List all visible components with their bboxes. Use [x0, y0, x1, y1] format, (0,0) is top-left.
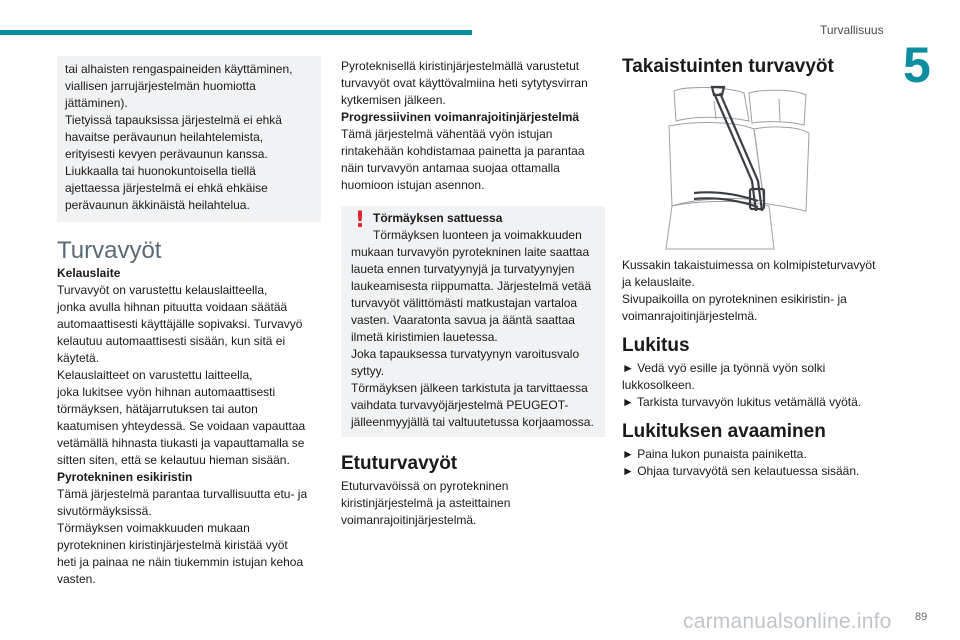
text-line: Turvavyöt on varustettu kelauslaitteella, [57, 283, 268, 297]
text-line: näin turvavyön antamaa suojaa ottamalla [341, 161, 560, 175]
text-line: Tämä järjestelmä parantaa turvallisuutta etu- ja [57, 487, 308, 501]
warning-exclamation-icon: ! [355, 208, 366, 233]
column-3 [622, 58, 902, 480]
warning-line: turvavyöt välittömästi matkustajan vartaloa [351, 296, 578, 310]
subheading-voimanrajoitin: Progressiivinen voimanrajoitinjärjestelmä [341, 110, 580, 124]
bullet-line: lukkosolkeen. [622, 378, 695, 392]
text-line: sitten siten, että se kelautuu hieman sisään. [57, 453, 290, 467]
header-accent-bar [0, 30, 472, 35]
column-2 [341, 58, 605, 529]
text-line: pyrotekninen kiristinjärjestelmä kiristää vyöt [57, 538, 288, 552]
text-line: kaatumisen yhteydessä. Se voidaan vapauttaa [57, 419, 306, 433]
warning-title: Törmäyksen sattuessa [373, 211, 503, 225]
warning-line: laueta ennen turvatyynyjä ja turvatyynyjen [351, 262, 575, 276]
text-line: vetämällä hihnasta tiukasti ja vapauttamalla se [57, 436, 305, 450]
warning-line: mukaan turvavyön pyrotekninen laite saattaa [351, 245, 590, 259]
bullet-line: ► Vedä vyö esille ja työnnä vyön solki [622, 361, 826, 375]
warning-line: Törmäyksen luonteen ja voimakkuuden [373, 228, 582, 242]
column-1 [57, 56, 321, 588]
rear-seatbelt-illustration [654, 81, 814, 251]
text-line: vasten. [57, 572, 96, 586]
text-line: käytetä. [57, 351, 100, 365]
text-line: Pyroteknisellä kiristinjärjestelmällä varustetut [341, 59, 580, 73]
text-line: joka lukitsee vyön hihnan automaattisesti [57, 385, 276, 399]
text-line: törmäyksen, hätäjarrutuksen tai auton [57, 402, 258, 416]
text-line: ja kelauslaite. [622, 275, 695, 289]
heading-takaistuinten: Takaistuinten turvavyöt [622, 56, 834, 77]
section-title: Turvallisuus [820, 23, 884, 37]
text-line: huomioon istujan asennon. [341, 178, 485, 192]
box-line: jättäminen). [65, 96, 128, 110]
warning-line: Joka tapauksessa turvatyynyn varoitusvalo [351, 347, 580, 361]
heading-lukitus: Lukitus [622, 335, 690, 356]
info-box [57, 56, 321, 222]
subheading-kelauslaite: Kelauslaite [57, 266, 121, 280]
text-line: rintakehään kohdistamaa painetta ja parantaa [341, 144, 585, 158]
bullet-line: ► Ohjaa turvavyötä sen kelautuessa sisään. [622, 464, 860, 478]
warning-line: ilmetä kiristimien lauetessa. [351, 330, 498, 344]
warning-box [341, 206, 605, 437]
bullet-line: ► Tarkista turvavyön lukitus vetämällä vyötä. [622, 395, 862, 409]
box-line: havaitse perävaunun heilahtelemista, [65, 130, 264, 144]
text-line: Kussakin takaistuimessa on kolmipisteturvavyöt [622, 258, 876, 272]
text-line: voimanrajoitinjärjestelmä. [622, 309, 758, 323]
text-line: heti ja painaa ne näin tiukemmin istujan kehoa [57, 555, 304, 569]
text-line: voimanrajoitinjärjestelmä. [341, 513, 477, 527]
box-line: viallisen jarrujärjestelmän huomiotta [65, 79, 256, 93]
text-line: Kelauslaitteet on varustettu laitteella, [57, 368, 253, 382]
warning-line: Törmäyksen jälkeen tarkistuta ja tarvittaessa [351, 381, 588, 395]
warning-line: laukeamisesta riippumatta. Järjestelmä vetää [351, 279, 592, 293]
text-line: automaattisesti käyttäjälle sopivaksi. Turvavyö [57, 317, 303, 331]
text-line: Sivupaikoilla on pyrotekninen esikiristin- ja [622, 292, 847, 306]
text-line: sivutörmäyksissä. [57, 504, 152, 518]
heading-turvavyot: Turvavyöt [57, 237, 162, 264]
watermark-text: carmanualsonline.info [683, 610, 892, 633]
chapter-number: 5 [903, 37, 931, 93]
heading-lukituksen-avaaminen: Lukituksen avaaminen [622, 421, 826, 442]
warning-line: vasten. Vaaratonta savua ja ääntä saattaa [351, 313, 575, 327]
text-line: Tämä järjestelmä vähentää vyön istujan [341, 127, 553, 141]
text-line: Törmäyksen voimakkuuden mukaan [57, 521, 250, 535]
box-line: Tietyissä tapauksissa järjestelmä ei ehkä [65, 113, 282, 127]
bullet-line: ► Paina lukon punaista painiketta. [622, 447, 807, 461]
text-line: Etuturvavöissä on pyrotekninen [341, 479, 509, 493]
box-line: ajettaessa järjestelmä ei ehkä ehkäise [65, 181, 268, 195]
text-line: kelautuu automaattisesti sisään, kun sitä ei [57, 334, 286, 348]
box-line: perävaunun äkkinäistä heilahtelua. [65, 198, 250, 212]
text-line: kiristinjärjestelmä ja asteittainen [341, 496, 511, 510]
heading-etuturvavyot: Etuturvavyöt [341, 453, 458, 474]
page-number: 89 [915, 611, 928, 623]
box-line: tai alhaisten rengaspaineiden käyttäminen, [65, 62, 293, 76]
box-line: erityisesti kevyen perävaunun kanssa. [65, 147, 268, 161]
text-line: jonka avulla hihnan pituutta voidaan säätää [57, 300, 288, 314]
subheading-esikiristin: Pyrotekninen esikiristin [57, 470, 193, 484]
warning-line: jälleenmyyjällä tai valtuutetussa korjaamossa. [351, 415, 594, 429]
box-line: Liukkaalla tai huonokuntoisella tiellä [65, 164, 256, 178]
warning-line: syttyy. [351, 364, 385, 378]
text-line: turvavyöt ovat käyttövalmiina heti sytytysvirran [341, 76, 588, 90]
warning-line: vaihdata turvavyöjärjestelmä PEUGEOT- [351, 398, 569, 412]
text-line: kytkemisen jälkeen. [341, 93, 446, 107]
